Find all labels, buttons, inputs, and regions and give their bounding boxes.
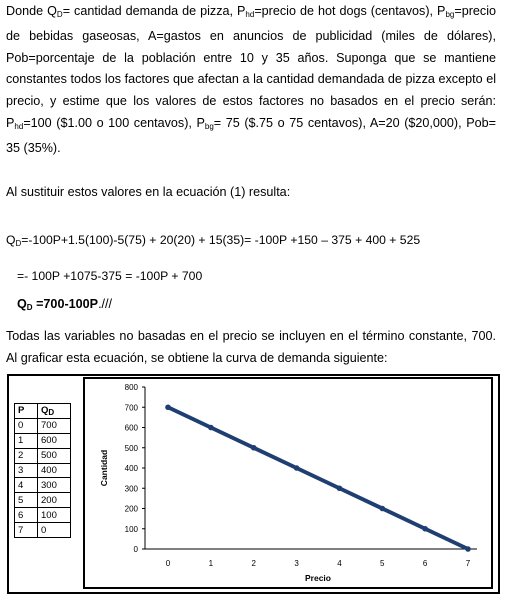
paragraph-graph-intro: Todas las variables no basadas en el precio se incluyen en el término constante, 700. Al graficar esta ecuación, se obtiene la curva de demanda siguiente: — [6, 329, 496, 365]
x-tick-label: 5 — [380, 559, 385, 568]
table-row — [15, 418, 71, 433]
demand-chart-svg — [85, 379, 491, 587]
table-cell-qd: 200 — [38, 493, 71, 508]
table-cell-p: 4 — [15, 478, 38, 493]
table-row — [15, 463, 71, 478]
table-cell-qd: 500 — [38, 448, 71, 463]
y-axis-label: Cantidad — [99, 449, 109, 487]
table-cell-p: 6 — [15, 508, 38, 523]
y-tick-label: 600 — [124, 423, 138, 433]
data-point — [251, 445, 257, 451]
demand-chart — [83, 377, 493, 589]
table-cell-qd: 700 — [38, 418, 71, 433]
x-tick-label: 6 — [422, 559, 428, 568]
data-point — [465, 546, 471, 552]
paragraph-intro: Donde $Q_D=$ cantidad demanda de pizza, $P_{hd}=precio$ de hot dogs (centavos), $P_{bg}=precio$ de bebidas gaseosas, A=gastos en anuncios de publicidad (miles de dólares), Pob=porcentaje de la población entre 10 y 35 años. Suponga que se mantiene constantes todos los factores que afectan a la cantidad demandada de pizza excepto el precio, y estime que los valores de estos factores no basados en el precio serán: $P_{hd}=100$ ($1.00 o 100 centavos), $P_{bg}= 75$ ($.75 o 75 centavos), A=20 ($20,000), Pob= 35 (35%). — [6, 4, 497, 155]
y-tick-label: 200 — [124, 504, 138, 514]
table-cell-qd: 600 — [38, 433, 71, 448]
y-tick-label: 300 — [124, 484, 138, 494]
table-row — [15, 448, 71, 463]
y-tick-label: 800 — [124, 383, 138, 392]
table-cell-qd: 300 — [38, 478, 71, 493]
table-cell-p: 3 — [15, 463, 38, 478]
data-point — [165, 404, 171, 410]
table-row — [15, 433, 71, 448]
table-row — [15, 478, 71, 493]
table-header-qd: $Q_D$ — [38, 404, 71, 419]
table-cell-qd: 400 — [38, 463, 71, 478]
table-cell-qd: 100 — [38, 508, 71, 523]
x-tick-label: 4 — [337, 559, 342, 568]
x-tick-label: 3 — [294, 559, 299, 568]
x-axis-label: Precio — [305, 573, 331, 583]
table-cell-p: 7 — [15, 523, 38, 538]
paragraph-substitution: Al sustituir estos valores en la ecuación (1) resulta: — [6, 185, 291, 199]
data-point — [379, 506, 385, 512]
demand-figure — [7, 374, 500, 594]
table-header-row — [15, 404, 71, 419]
x-tick-label: 2 — [251, 559, 256, 568]
table-row — [15, 508, 71, 523]
demand-table — [14, 403, 71, 538]
data-point — [294, 465, 300, 471]
equation-qd-expanded: $Q_D=-100P+1.5(100)-5(75) + 20(20) + 15(35)= -100P +150 - 375 + 400 + 525$ — [6, 233, 421, 248]
table-cell-qd: 0 — [38, 523, 71, 538]
x-tick-label: 7 — [465, 559, 471, 568]
table-row — [15, 523, 71, 538]
y-tick-label: 100 — [124, 524, 138, 534]
x-tick-label: 1 — [208, 559, 214, 568]
y-tick-label: 500 — [124, 443, 138, 453]
y-tick-label: 0 — [133, 545, 138, 554]
x-tick-label: 0 — [165, 559, 171, 568]
table-header-p: P — [15, 404, 38, 419]
table-cell-p: 2 — [15, 448, 38, 463]
data-point — [208, 425, 214, 431]
data-point — [422, 526, 428, 532]
table-cell-p: 1 — [15, 433, 38, 448]
equation-simplified: =- 100P +1075-375 = -100P + 700 — [17, 269, 203, 283]
table-row — [15, 493, 71, 508]
data-point — [337, 485, 343, 491]
y-tick-label: 400 — [124, 464, 138, 473]
y-tick-label: 700 — [124, 403, 138, 413]
table-cell-p: 5 — [15, 493, 38, 508]
equation-result: $Q_D =700-100P.///$ — [17, 297, 113, 312]
table-cell-p: 0 — [15, 418, 38, 433]
